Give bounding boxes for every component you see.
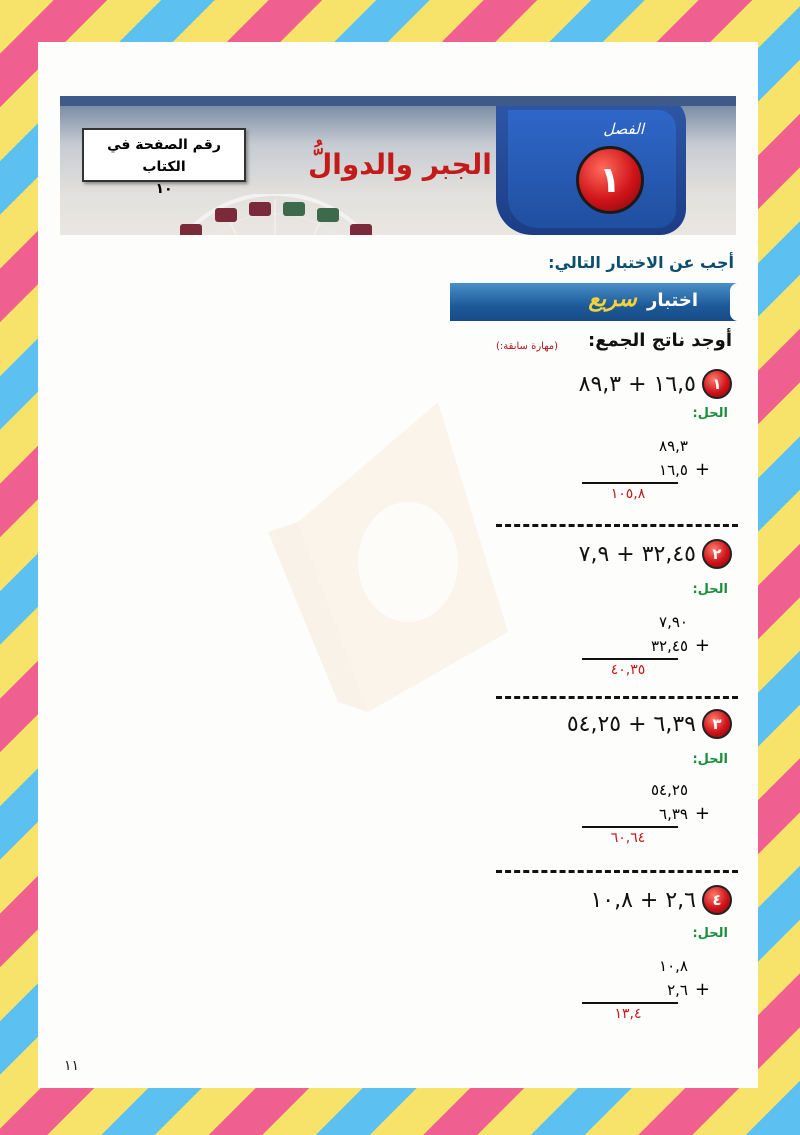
quick-quiz-banner-cap [730, 283, 738, 321]
question-3 [567, 706, 732, 742]
question-expression: ٦,٣٩ + ٥٤,٢٥ [566, 711, 696, 737]
addend-bottom-row [568, 802, 718, 826]
solution-label: الحل: [692, 406, 728, 421]
solution-label: الحل: [692, 582, 728, 597]
worksheet-page [38, 42, 758, 1088]
column-addition [568, 778, 718, 848]
question-number-badge: ١ [702, 369, 732, 399]
quick-quiz-word2: سريع [588, 287, 637, 312]
addend-bottom-row [568, 634, 718, 658]
prior-skill-note: (مهارة سابقة:) [496, 341, 559, 352]
question-expression: ٢,٦ + ١٠,٨ [590, 887, 696, 913]
plus-sign: + [694, 635, 714, 656]
sum-result: ٤٠,٣٥ [610, 662, 646, 678]
instruction-text: أجب عن الاختبار التالي: [548, 253, 734, 272]
sum-result: ٦٠,٦٤ [610, 830, 646, 846]
question-number-badge: ٢ [702, 539, 732, 569]
addend-top: ٧,٩٠ [659, 613, 688, 631]
question-number-badge: ٤ [702, 885, 732, 915]
column-addition [568, 434, 718, 504]
chapter-title: الجبر والدوالُّ [308, 148, 492, 181]
question-4 [590, 882, 732, 918]
column-addition [568, 610, 718, 680]
quick-quiz-title [588, 287, 698, 312]
chapter-word: الفصل [603, 120, 644, 138]
ferris-wheel-icon [145, 194, 405, 235]
question-number-badge: ٣ [702, 709, 732, 739]
addend-top: ٥٤,٢٥ [651, 781, 688, 799]
plus-sign: + [694, 459, 714, 480]
book-page-label: رقم الصفحة في الكتاب [107, 137, 221, 175]
addend-bottom: ٢,٦ [667, 981, 688, 999]
dashed-divider [496, 870, 738, 873]
question-expression: ١٦,٥ + ٨٩,٣ [578, 371, 696, 397]
plus-sign: + [694, 979, 714, 1000]
task-title: أوجد ناتج الجمع: [588, 330, 732, 351]
dashed-divider [496, 696, 738, 699]
book-page-reference-box [82, 128, 246, 197]
addend-bottom: ٦,٣٩ [659, 805, 688, 823]
addend-bottom-row [568, 978, 718, 1002]
sum-result: ١٣,٤ [614, 1006, 642, 1022]
question-2 [579, 536, 732, 572]
quick-quiz-banner [450, 283, 738, 321]
plus-sign: + [694, 803, 714, 824]
addend-top: ١٠,٨ [659, 957, 688, 975]
addend-bottom-row [568, 458, 718, 482]
page-number: ١١ [64, 1058, 80, 1074]
column-addition [568, 954, 718, 1024]
book-page-number: ١٠ [155, 181, 173, 197]
book-watermark-icon [258, 382, 518, 712]
chapter-number-badge: ١ [576, 146, 644, 214]
addend-bottom: ٣٢,٤٥ [651, 637, 688, 655]
addend-top: ٨٩,٣ [659, 437, 688, 455]
chapter-banner [60, 96, 736, 235]
question-expression: ٣٢,٤٥ + ٧,٩ [578, 541, 696, 567]
question-1 [579, 366, 732, 402]
quick-quiz-word1: اختبار [647, 290, 698, 311]
addend-bottom: ١٦,٥ [659, 461, 688, 479]
solution-label: الحل: [692, 926, 728, 941]
solution-label: الحل: [692, 752, 728, 767]
dashed-divider [496, 524, 738, 527]
sum-result: ١٠٥,٨ [610, 486, 646, 502]
